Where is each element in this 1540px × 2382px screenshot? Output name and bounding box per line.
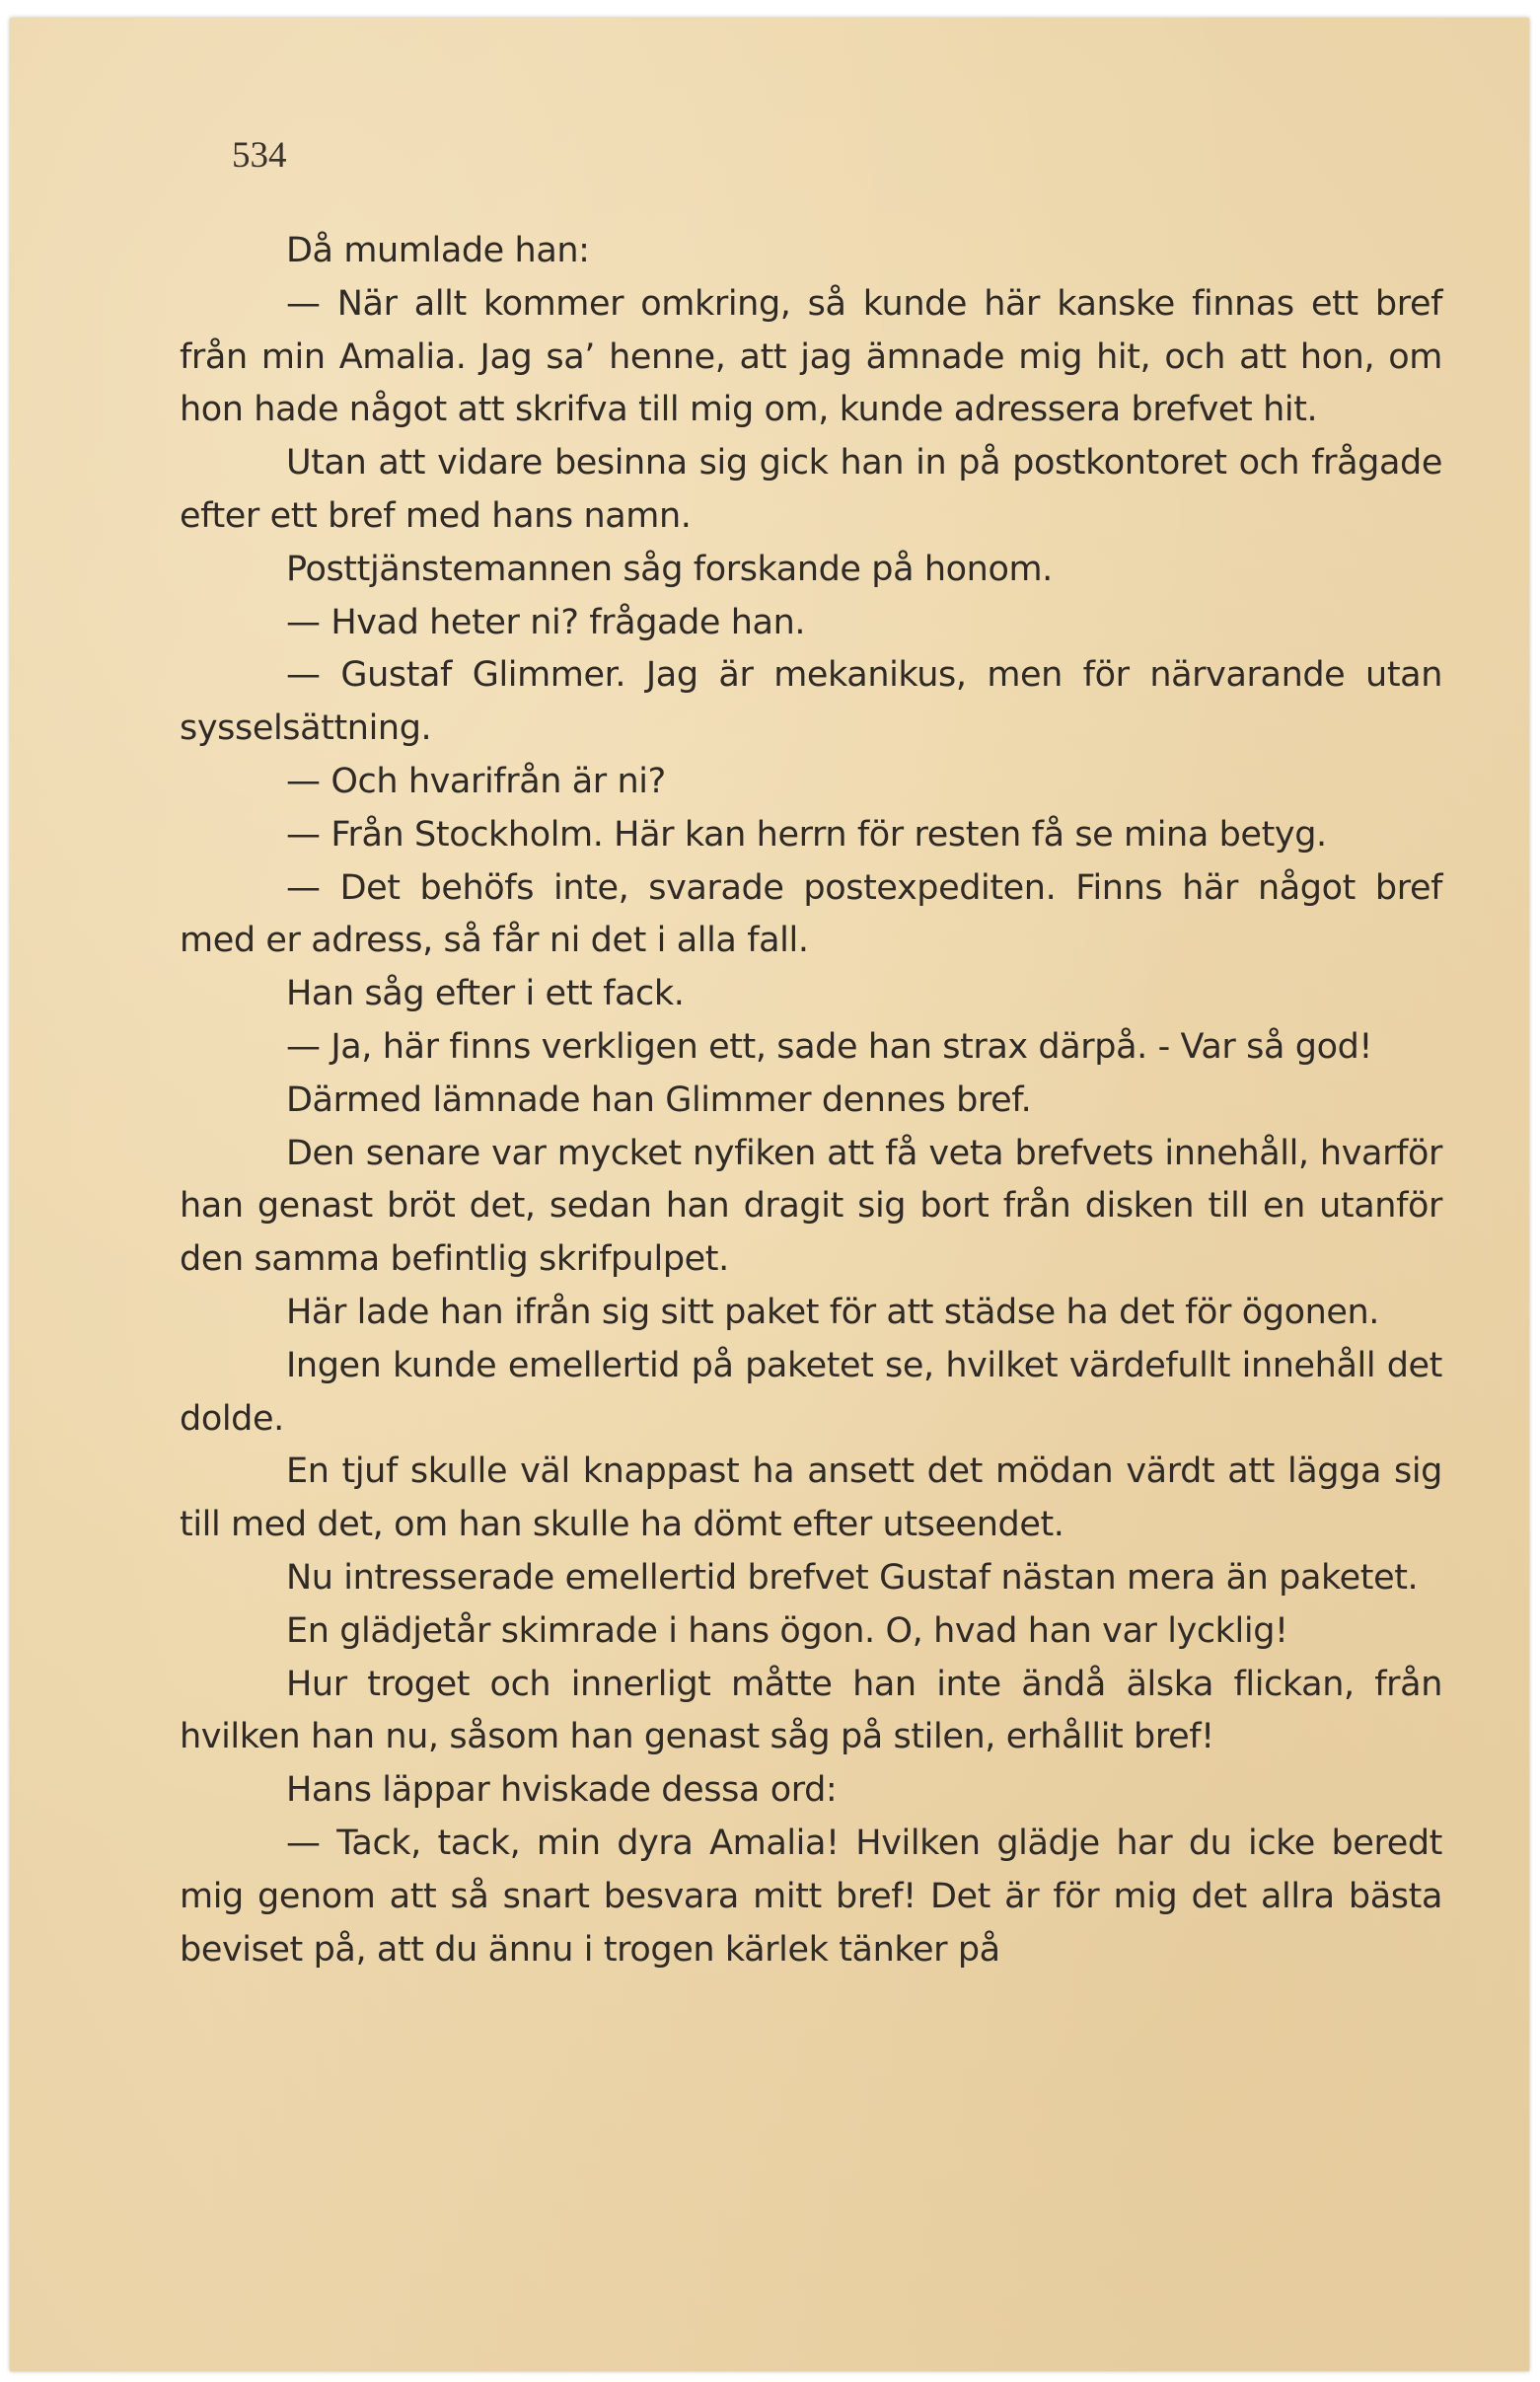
paragraph: — När allt kommer omkring, så kunde här kanske finnas ett bref från min Amalia. Jag sa’ henne, att jag ämnade mig hit, och att hon, om hon hade något att skrifva till mig om, kunde adressera brefvet hit. <box>180 283 1442 430</box>
paragraph: Den senare var mycket nyfiken att få veta brefvets innehåll, hvarför han genast bröt det, sedan han dragit sig bort från disken till en utanför den samma befintlig skrifpulpet. <box>180 1133 1442 1280</box>
paragraph: Hans läppar hviskade dessa ord: <box>286 1770 838 1811</box>
paragraph: Då mumlade han: <box>286 231 590 270</box>
paragraph: — Hvad heter ni? frågade han. <box>286 602 806 642</box>
paragraph: — Från Stockholm. Här kan herrn för resten få se mina betyg. <box>286 814 1327 855</box>
paragraph: Nu intresserade emellertid brefvet Gustaf nästan mera än paketet. <box>286 1557 1419 1598</box>
paragraph: — Det behöfs inte, svarade postexpediten. Finns här något bref med er adress, så får ni det i alla fall. <box>180 867 1442 961</box>
paragraph: Hur troget och innerligt måtte han inte ändå älska flickan, från hvilken han nu, såsom han genast såg på stilen, erhållit bref! <box>180 1664 1442 1757</box>
paragraph: — Och hvarifrån är ni? <box>286 761 666 801</box>
paragraph: — Gustaf Glimmer. Jag är mekanikus, men för närvarande utan sysselsättning. <box>180 655 1442 749</box>
paragraph: — Ja, här finns verkligen ett, sade han strax därpå. - Var så god! <box>286 1026 1373 1067</box>
paragraph: Utan att vidare besinna sig gick han in på postkontoret och frågade efter ett bref med hans namn. <box>180 443 1442 536</box>
book-page <box>10 18 1529 2371</box>
paragraph: Han såg efter i ett fack. <box>286 974 685 1014</box>
paragraph: Därmed lämnade han Glimmer dennes bref. <box>286 1079 1032 1120</box>
paragraph: Ingen kunde emellertid på paketet se, hvilket värdefullt innehåll det dolde. <box>180 1345 1442 1439</box>
paragraph: — Tack, tack, min dyra Amalia! Hvilken glädje har du icke beredt mig genom att så snart besvara mitt bref! Det är för mig det allra bästa beviset på, att du ännu i trogen kärlek tänker på <box>180 1823 1442 1970</box>
paragraph: Här lade han ifrån sig sitt paket för att städse ha det för ögonen. <box>286 1292 1380 1332</box>
paragraph: En tjuf skulle väl knappast ha ansett det mödan värdt att lägga sig till med det, om han skulle ha dömt efter utseendet. <box>180 1452 1442 1545</box>
page-number: 534 <box>232 135 287 176</box>
body-text <box>180 225 1442 1976</box>
paragraph: Posttjänstemannen såg forskande på honom. <box>286 549 1053 589</box>
paragraph: En glädjetår skimrade i hans ögon. O, hvad han var lycklig! <box>286 1610 1288 1651</box>
